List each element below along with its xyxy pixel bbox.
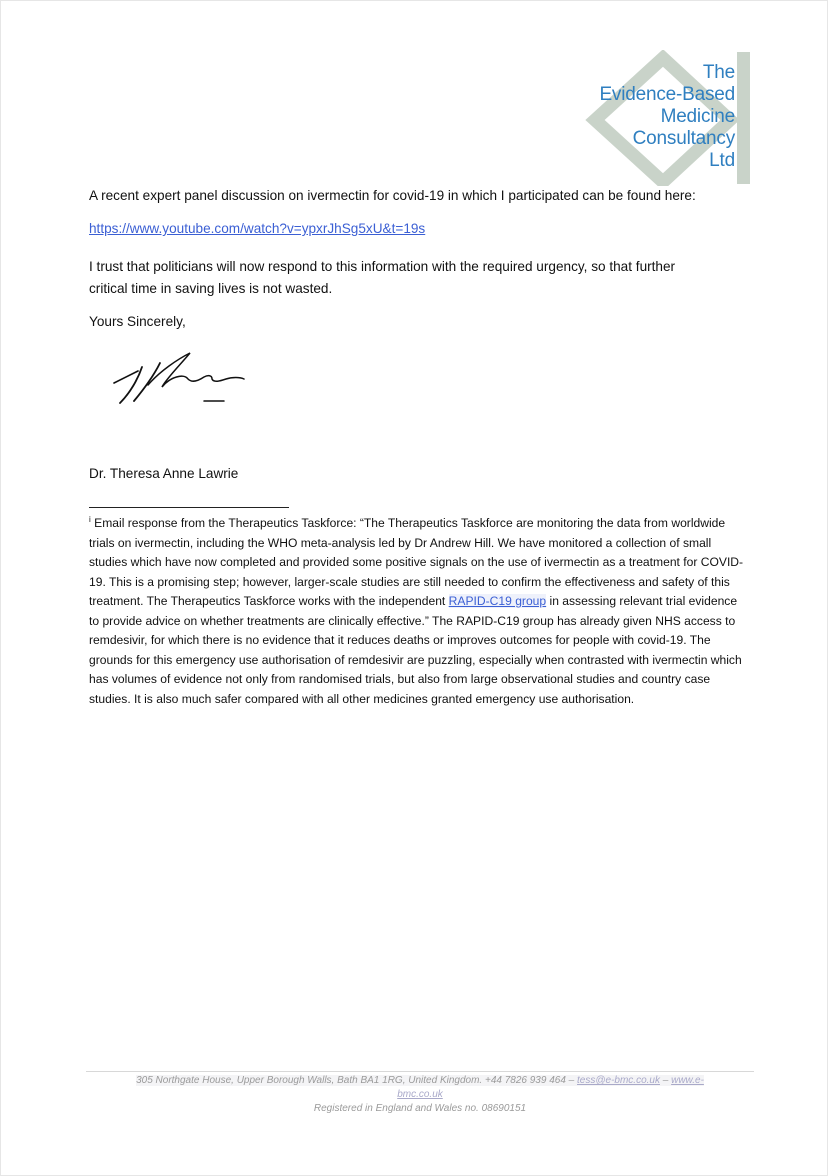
footer-email-link[interactable]: tess@e-bmc.co.uk bbox=[577, 1075, 660, 1086]
page-footer bbox=[86, 1074, 754, 1116]
paragraph-urgency-line-2: critical time in saving lives is not wasted. bbox=[89, 281, 333, 296]
footnote-text-end: in assessing relevant trial evidence to provide advice on whether treatments are clinically effective.” The RAPID-C19 group has already given NHS access to remdesivir, for which there is no evidence that it reduces deaths or improves outcomes for people with covid-19. The grounds for this emergency use authorisation of remdesivir are puzzling, especially when contrasted with ivermectin which has volumes of evidence not only from randomised trials, but also from large observational studies and country case studies. It is also much safer compared with all other medicines granted emergency use authorisation. bbox=[89, 594, 742, 706]
paragraph-urgency bbox=[89, 256, 739, 300]
paragraph-panel-discussion: A recent expert panel discussion on ivermectin for covid-19 in which I participated can be found here: bbox=[89, 188, 696, 203]
footer-website-link-part1[interactable]: www.e- bbox=[671, 1075, 704, 1086]
rapid-c19-link[interactable]: RAPID-C19 group bbox=[448, 594, 547, 608]
logo-line-4: Consultancy bbox=[632, 128, 735, 149]
logo-line-5: Ltd bbox=[709, 150, 735, 171]
logo-line-3: Medicine bbox=[660, 106, 735, 127]
youtube-link[interactable]: https://www.youtube.com/watch?v=ypxrJhSg5xU&t=19s bbox=[89, 221, 426, 236]
footer-address: 305 Northgate House, Upper Borough Walls, Bath BA1 1RG, United Kingdom. +44 7826 939 464 – bbox=[136, 1075, 575, 1086]
footnote-text-start: Email response from the Therapeutics Taskforce: “The Therapeutics Taskforce are monitoring the data from worldwide trials on ivermectin, including the WHO meta-analysis led by Dr Andrew Hill. We have monitored a collection of small studies which have now completed and provided some positive signals on the use of ivermectin as a treatment for COVID-19. This is a promising step; however, larger-scale studies are still needed to confirm the effectiveness and safety of this treatment. The Therapeutics Taskforce works with the independent bbox=[89, 516, 744, 608]
company-logo bbox=[585, 50, 755, 186]
logo-line-2: Evidence-Based bbox=[599, 84, 735, 105]
footer-separator bbox=[86, 1071, 754, 1072]
footer-separator-text: – bbox=[659, 1075, 672, 1086]
logo-line-1: The bbox=[702, 62, 735, 83]
footer-website-line bbox=[86, 1088, 754, 1102]
footer-contact bbox=[136, 1075, 704, 1086]
footnote-marker: i bbox=[89, 514, 91, 524]
footnote bbox=[89, 514, 749, 709]
handwritten-signature bbox=[108, 345, 258, 415]
closing-salutation: Yours Sincerely, bbox=[89, 314, 186, 329]
footnote-separator bbox=[89, 507, 289, 508]
paragraph-urgency-line-1: I trust that politicians will now respond to this information with the required urgency, so that further bbox=[89, 259, 676, 274]
youtube-link-wrapper bbox=[89, 218, 739, 240]
signatory-name: Dr. Theresa Anne Lawrie bbox=[89, 466, 239, 481]
footer-website-link-part2[interactable]: bmc.co.uk bbox=[397, 1089, 443, 1100]
logo-text bbox=[599, 62, 735, 172]
footer-registration: Registered in England and Wales no. 08690151 bbox=[313, 1103, 527, 1114]
